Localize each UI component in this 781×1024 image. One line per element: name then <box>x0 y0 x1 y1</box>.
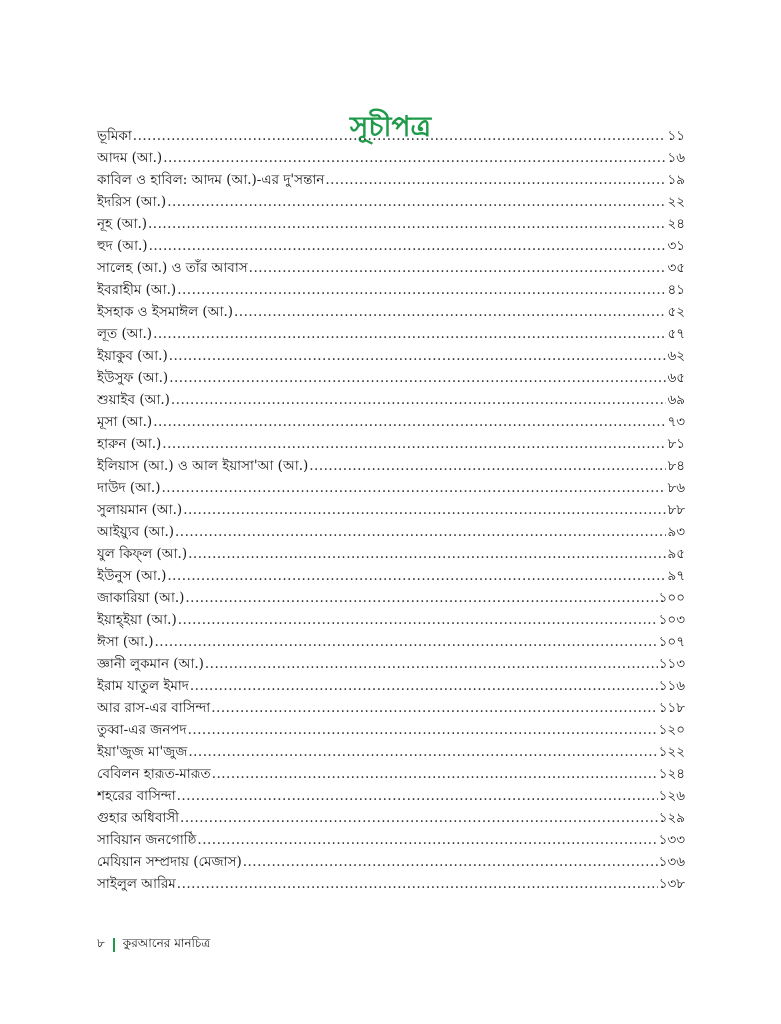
toc-entry-page-number: ৯৫ <box>667 546 685 562</box>
toc-entry-title: যুল কিফ্‌ল (আ.) <box>97 546 188 562</box>
toc-entry-leader-dots <box>148 213 666 235</box>
toc-entry-title: ইয়াকুব (আ.) <box>97 348 168 364</box>
toc-entry-leader-dots <box>211 697 657 719</box>
toc-entry-page-number: ১০৩ <box>658 612 685 628</box>
toc-entry-leader-dots <box>177 279 666 301</box>
toc-entry-page-number: ৪১ <box>667 282 685 298</box>
toc-entry-title: সুলায়মান (আ.) <box>97 502 183 518</box>
toc-entry <box>97 323 685 345</box>
toc-entry-title: মেযিয়ান সম্প্রদায় (মেজাস) <box>97 854 242 870</box>
toc-entry-leader-dots <box>212 763 658 785</box>
toc-entry <box>97 609 685 631</box>
toc-entry-page-number: ৮৪ <box>667 458 685 474</box>
toc-entry-page-number: ৬২ <box>667 348 685 364</box>
toc-entry-leader-dots <box>205 653 658 675</box>
toc-entry-title: ইলিয়াস (আ.) ও আল ইয়াসা'আ (আ.) <box>97 458 309 474</box>
toc-entry <box>97 301 685 323</box>
toc-entry <box>97 741 685 763</box>
toc-entry <box>97 125 685 147</box>
toc-entry-title: সাবিয়ান জনগোষ্ঠি <box>97 832 197 848</box>
toc-entry-page-number: ১১৬ <box>658 678 685 694</box>
toc-entry-leader-dots <box>249 257 667 279</box>
toc-entry <box>97 719 685 741</box>
toc-entry-leader-dots <box>190 675 658 697</box>
toc-entry-title: ইয়া'জুজ মা'জুজ <box>97 744 188 760</box>
toc-entry-title: ইউসুফ (আ.) <box>97 370 169 386</box>
toc-entry-page-number: ১০৭ <box>658 634 685 650</box>
toc-entry-page-number: ৬৫ <box>667 370 685 386</box>
toc-entry-leader-dots <box>234 301 666 323</box>
toc-entry-title: আর রাস-এর বাসিন্দা <box>97 700 211 716</box>
toc-entry-leader-dots <box>175 521 666 543</box>
toc-entry-leader-dots <box>309 455 666 477</box>
toc-entry-title: জাকারিয়া (আ.) <box>97 590 185 606</box>
toc-entry <box>97 565 685 587</box>
toc-entry-leader-dots <box>188 741 657 763</box>
toc-entry-page-number: ৮৮ <box>667 502 685 518</box>
toc-entry-page-number: ১০০ <box>658 590 685 606</box>
toc-entry <box>97 169 685 191</box>
toc-entry-leader-dots <box>185 587 657 609</box>
toc-entry <box>97 785 685 807</box>
toc-entry-title: ইউনুস (আ.) <box>97 568 167 584</box>
toc-entry-title: ইসহাক ও ইসমাঈল (আ.) <box>97 304 233 320</box>
toc-entry-page-number: ১২০ <box>658 722 685 738</box>
toc-entry <box>97 521 685 543</box>
toc-entry <box>97 433 685 455</box>
toc-entry-page-number: ৩৫ <box>667 260 685 276</box>
toc-entry-page-number: ১৩৮ <box>658 876 685 892</box>
footer-book-title: কুরআনের মানচিত্র <box>122 936 211 950</box>
toc-entry-leader-dots <box>169 345 667 367</box>
toc-entry-title: লূত (আ.) <box>97 326 153 342</box>
toc-entry <box>97 499 685 521</box>
toc-entry-leader-dots <box>149 235 667 257</box>
toc-entry-title: শুয়াইব (আ.) <box>97 392 170 408</box>
toc-entry-page-number: ৯৭ <box>667 568 685 584</box>
toc-entry-leader-dots <box>171 389 667 411</box>
toc-entry <box>97 763 685 785</box>
toc-entry-title: হারুন (আ.) <box>97 436 162 452</box>
toc-entry-leader-dots <box>155 631 658 653</box>
toc-entry <box>97 257 685 279</box>
toc-entry-title: সাইলুল আরিম <box>97 876 176 892</box>
toc-entry-page-number: ৮৬ <box>667 480 685 496</box>
toc-entry-title: ঈসা (আ.) <box>97 634 154 650</box>
toc-entry <box>97 191 685 213</box>
toc-entry-title: শহরের বাসিন্দা <box>97 788 176 804</box>
toc-entry-title: বেবিলন হারূত-মারূত <box>97 766 211 782</box>
toc-entry-page-number: ২২ <box>667 194 685 210</box>
table-of-contents <box>97 125 685 895</box>
toc-entry-page-number: ৫৭ <box>667 326 685 342</box>
toc-entry-leader-dots <box>153 411 666 433</box>
toc-entry-leader-dots <box>177 785 658 807</box>
toc-entry <box>97 455 685 477</box>
toc-entry-page-number: ১৩৩ <box>658 832 685 848</box>
toc-entry-title: নূহ (আ.) <box>97 216 148 232</box>
page-title: সূচীপত্র <box>349 109 432 143</box>
toc-entry-page-number: ২৪ <box>667 216 685 232</box>
toc-entry-title: ইরাম যাতুল ইমাদ <box>97 678 189 694</box>
toc-entry-leader-dots <box>188 719 658 741</box>
toc-entry-page-number: ১১৮ <box>658 700 685 716</box>
toc-entry <box>97 697 685 719</box>
toc-entry-title: গুহার অধিবাসী <box>97 810 180 826</box>
toc-entry-title: ইদরিস (আ.) <box>97 194 167 210</box>
toc-entry-title: ইবরাহীম (আ.) <box>97 282 177 298</box>
toc-entry <box>97 829 685 851</box>
toc-entry-title: মূসা (আ.) <box>97 414 153 430</box>
toc-entry <box>97 543 685 565</box>
toc-entry-leader-dots <box>162 433 666 455</box>
footer-page-number: ৮ <box>97 936 105 950</box>
toc-entry-page-number: ১২৯ <box>658 810 685 826</box>
toc-entry-leader-dots <box>133 125 667 147</box>
toc-entry <box>97 587 685 609</box>
toc-entry-page-number: ১৬ <box>667 150 685 166</box>
toc-entry-leader-dots <box>167 565 666 587</box>
toc-entry-page-number: ৮১ <box>667 436 685 452</box>
toc-entry-page-number: ১৯ <box>667 172 685 188</box>
toc-entry <box>97 807 685 829</box>
page-footer <box>97 935 210 955</box>
toc-entry-leader-dots <box>183 499 666 521</box>
toc-entry <box>97 675 685 697</box>
toc-entry-title: জ্ঞানী লুকমান (আ.) <box>97 656 204 672</box>
toc-entry <box>97 389 685 411</box>
toc-entry-leader-dots <box>178 609 658 631</box>
toc-entry <box>97 653 685 675</box>
toc-entry <box>97 851 685 873</box>
toc-entry-page-number: ৬৯ <box>667 392 685 408</box>
toc-entry <box>97 411 685 433</box>
toc-entry-page-number: ১২৪ <box>658 766 685 782</box>
toc-entry-page-number: ৩১ <box>667 238 685 254</box>
toc-entry-page-number: ৯৩ <box>667 524 685 540</box>
toc-entry-title: ভূমিকা <box>97 128 132 144</box>
toc-entry-title: দাউদ (আ.) <box>97 480 161 496</box>
toc-entry-title: কাবিল ও হাবিল: আদম (আ.)-এর দু'সন্তান <box>97 172 325 188</box>
toc-entry-page-number: ১১৩ <box>658 656 685 672</box>
toc-entry <box>97 279 685 301</box>
toc-entry <box>97 367 685 389</box>
toc-entry-leader-dots <box>153 323 666 345</box>
toc-entry-leader-dots <box>325 169 666 191</box>
toc-entry-title: ইয়াহ্‌ইয়া (আ.) <box>97 612 177 628</box>
toc-entry-leader-dots <box>161 477 666 499</box>
toc-entry <box>97 213 685 235</box>
footer-separator <box>113 938 115 952</box>
toc-entry-leader-dots <box>169 367 666 389</box>
toc-entry-page-number: ১৩৬ <box>658 854 685 870</box>
toc-entry <box>97 147 685 169</box>
toc-entry-leader-dots <box>177 873 658 895</box>
toc-entry-page-number: ১২৬ <box>658 788 685 804</box>
toc-entry-title: সালেহ (আ.) ও তাঁর আবাস <box>97 260 248 276</box>
toc-entry <box>97 631 685 653</box>
toc-entry-leader-dots <box>188 543 666 565</box>
toc-entry-leader-dots <box>197 829 657 851</box>
toc-entry-title: তুব্বা-এর জনপদ <box>97 722 187 738</box>
toc-entry-leader-dots <box>180 807 658 829</box>
toc-entry-title: আইয়্যুব (আ.) <box>97 524 175 540</box>
toc-entry <box>97 477 685 499</box>
toc-entry-page-number: ৫২ <box>667 304 685 320</box>
toc-entry-leader-dots <box>163 147 666 169</box>
toc-entry-title: হুদ (আ.) <box>97 238 148 254</box>
toc-entry-page-number: ১২২ <box>658 744 685 760</box>
toc-entry-title: আদম (আ.) <box>97 150 163 166</box>
toc-entry-page-number: ১১ <box>667 128 685 144</box>
toc-entry-leader-dots <box>243 851 658 873</box>
toc-entry <box>97 235 685 257</box>
toc-entry-page-number: ৭৩ <box>667 414 685 430</box>
toc-entry <box>97 345 685 367</box>
toc-entry-leader-dots <box>167 191 666 213</box>
toc-entry <box>97 873 685 895</box>
